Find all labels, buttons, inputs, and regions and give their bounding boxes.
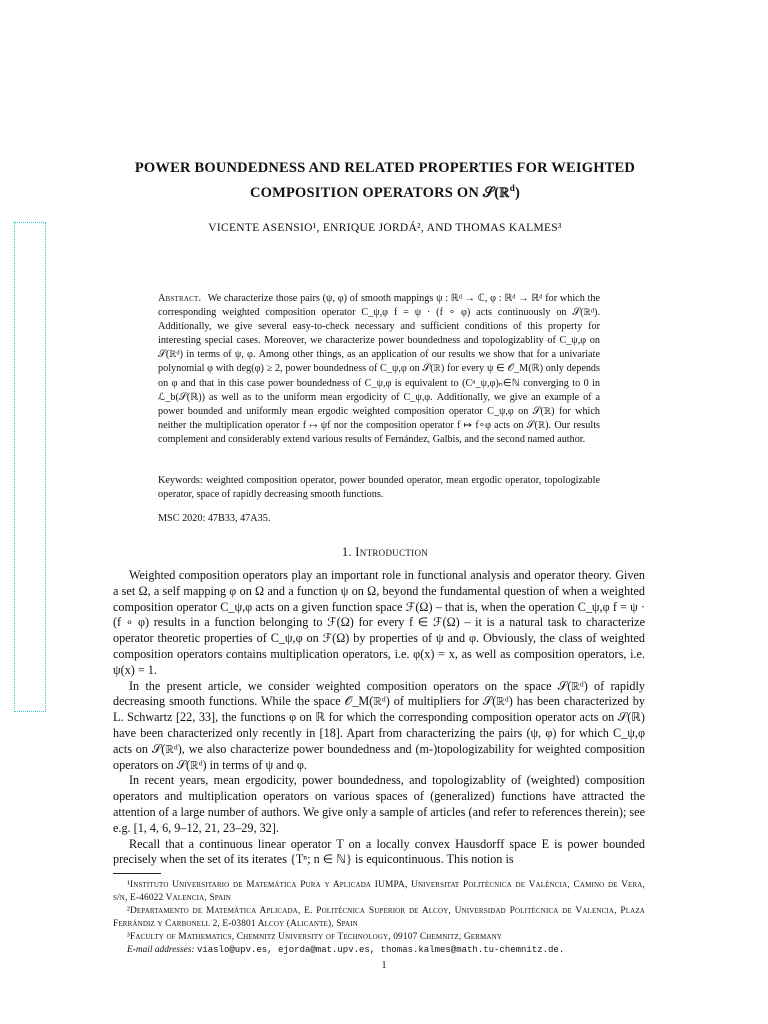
footnote-affiliation-2: ²Departamento de Matemática Aplicada, E. Politécnica Superior de Alcoy, Universidad Politécnica de Valencia, Plaza Ferrándiz y Carbonell 2, E-03801 Alcoy (Alicante), Spain [113,906,645,930]
title-line-1: POWER BOUNDEDNESS AND RELATED PROPERTIES FOR WEIGHTED [134,160,636,176]
footnote-rule [113,873,161,874]
abstract-label: Abstract. [158,293,202,304]
title-line-2: COMPOSITION OPERATORS ON 𝒮(ℝ$^d$) [249,183,521,201]
dotted-margin-annotation [14,222,46,712]
paper-title [100,158,670,203]
abstract [158,292,600,447]
section-heading-introduction: 1. Introduction [341,545,429,559]
email-addresses: viaslo@upv.es, ejorda@mat.upv.es, thomas.kalmes@math.tu-chemnitz.de. [196,945,565,956]
footnote-affiliation-1: ¹Instituto Universitario de Matemática Pura y Aplicada IUMPA, Universitat Politècnica de València, Camino de Vera, s/n, E-46022 Valencia, Spain [113,880,645,904]
author-list: VICENTE ASENSIO¹, ENRIQUE JORDÁ², AND THOMAS KALMES³ [208,222,562,234]
body-text [113,568,645,868]
page-number: 1 [381,960,387,971]
footnotes [113,879,645,958]
footnote-emails [113,944,645,957]
abstract-text: We characterize those pairs (ψ, φ) of smooth mappings ψ : ℝᵈ → ℂ, φ : ℝᵈ → ℝᵈ for which the corresponding weighted composition operator C_ψ,φ f = ψ · (f ∘ φ) acts continuously on 𝒮(ℝᵈ). Additionally, we give several easy-to-check necessary and sufficient conditions of this property for interesting special cases. Moreover, we characterize power boundedness and topologizablity of C_ψ,φ on 𝒮(ℝᵈ) in terms of ψ, φ. Among other things, as an application of our results we show that for a univariate polynomial φ with deg(φ) ≥ 2, power boundedness of C_ψ,φ on 𝒮(ℝ) for every ψ ∈ 𝒪_M(ℝ) only depends on φ and that in this case power boundedness of C_ψ,φ is equivalent to (Cⁿ_ψ,φ)ₙ∈ℕ converging to 0 in ℒ_b(𝒮(ℝ)) as well as to the uniform mean ergodicity of C_ψ,φ. Additionally, we give an example of a power bounded and uniformly mean ergodic weighted composition operator C_ψ,φ on 𝒮(ℝ) for which neither the multiplication operator f ↦ ψf nor the composition operator f ↦ f∘φ acts on 𝒮(ℝ). Our results complement and considerably extend various results of Fernández, Galbis, and the second named author. [158,293,600,445]
paragraph: In recent years, mean ergodicity, power boundedness, and topologizablity of (weighted) composition operators and multiplication operators on various spaces of (generalized) functions have attracted the attention of a large number of authors. We give only a sample of articles (and refer to references therein); see e.g. [1, 4, 6, 9–12, 21, 23–29, 32]. [113,773,645,835]
email-label: E-mail addresses: [127,945,195,956]
footnote-affiliation-3: ³Faculty of Mathematics, Chemnitz University of Technology, 09107 Chemnitz, Germany [127,932,502,943]
keywords: Keywords: weighted composition operator, power bounded operator, mean ergodic operator, topologizable operator, space of rapidly decreasing smooth functions. [158,475,600,500]
paragraph: Recall that a continuous linear operator T on a locally convex Hausdorff space E is power bounded precisely when the set of its iterates {Tⁿ; n ∈ ℕ} is equicontinuous. This notion is [113,836,645,867]
msc-classification: MSC 2020: 47B33, 47A35. [158,513,271,524]
paragraph: Weighted composition operators play an important role in functional analysis and operator theory. Given a set Ω, a self mapping φ on Ω and a function ψ on Ω, beyond the fundamental question of when a weighted composition operator C_ψ,φ acts on a given function space ℱ(Ω) – that is, when the operation C_ψ,φ f = ψ · (f ∘ φ) results in a function belonging to ℱ(Ω) for every f ∈ ℱ(Ω) – it is a natural task to characterize operator theoretic properties of C_ψ,φ on ℱ(Ω) by properties of ψ and φ. Obviously, the class of weighted composition operators contains multiplication operators, i.e. φ(x) = x, as well as composition operators, i.e. ψ(x) = 1. [113,568,645,677]
paragraph: In the present article, we consider weighted composition operators on the space 𝒮(ℝᵈ) of rapidly decreasing smooth functions. While the space 𝒪_M(ℝᵈ) of multipliers for 𝒮(ℝᵈ) has been characterized by L. Schwartz [22, 33], the functions φ on ℝ for which the corresponding composition operator acts on 𝒮(ℝ) have been characterized only recently in [18]. Apart from characterizing the pairs (ψ, φ) for which C_ψ,φ acts on 𝒮(ℝᵈ), we also characterize power boundedness and (m-)topologizability for weighted composition operators on 𝒮(ℝᵈ) in terms of ψ and φ. [113,678,645,772]
